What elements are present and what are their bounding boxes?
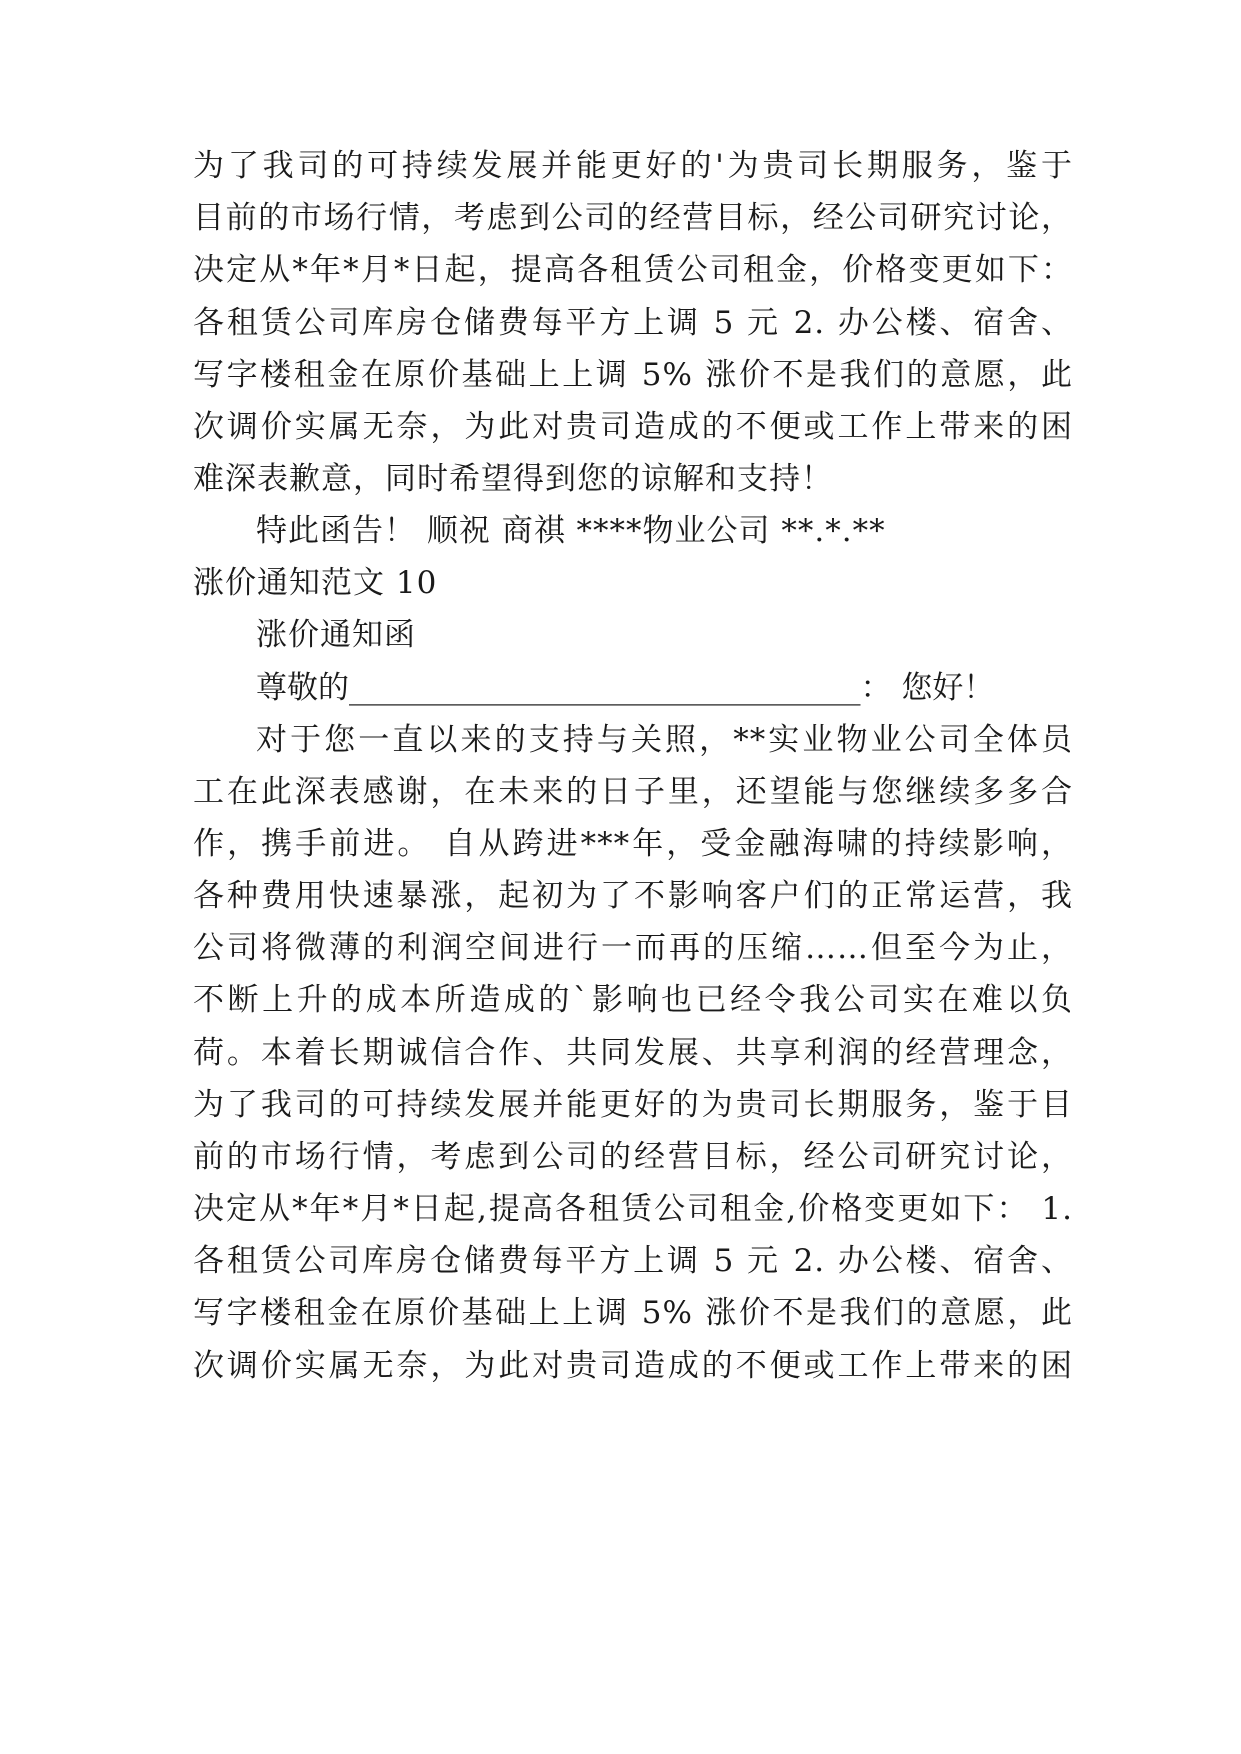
text-line-21: 决定从*年*月*日起,提高各租赁公司租金,价格变更如下： 1. bbox=[193, 1191, 1073, 1227]
text-line-18: 荷。本着长期诚信合作、共同发展、共享利润的经营理念， bbox=[193, 1035, 1073, 1071]
text-line-7: 难深表歉意，同时希望得到您的谅解和支持！ bbox=[193, 461, 833, 497]
text-line-16: 公司将微薄的利润空间进行一而再的压缩……但至今为止， bbox=[193, 930, 1073, 966]
letter-title: 涨价通知函 bbox=[256, 617, 416, 653]
text-line-23: 写字楼租金在原价基础上上调 5% 涨价不是我们的意愿，此 bbox=[193, 1295, 1073, 1331]
closing-line: 特此函告！ 顺祝 商祺 ****物业公司 **.*.** bbox=[256, 513, 886, 549]
text-line-2: 目前的市场行情，考虑到公司的经营目标，经公司研究讨论， bbox=[193, 200, 1073, 236]
text-line-1: 为了我司的可持续发展并能更好的'为贵司长期服务，鉴于 bbox=[193, 148, 1073, 184]
section-heading: 涨价通知范文 10 bbox=[193, 565, 438, 601]
salutation-line: 尊敬的_________________________________： 您好！ bbox=[256, 670, 995, 706]
text-line-6: 次调价实属无奈，为此对贵司造成的不便或工作上带来的困 bbox=[193, 409, 1073, 445]
text-line-20: 前的市场行情，考虑到公司的经营目标，经公司研究讨论， bbox=[193, 1139, 1073, 1175]
text-line-12: 对于您一直以来的支持与关照，**实业物业公司全体员 bbox=[256, 722, 1073, 758]
text-line-3: 决定从*年*月*日起，提高各租赁公司租金，价格变更如下： bbox=[193, 252, 1073, 288]
text-line-19: 为了我司的可持续发展并能更好的为贵司长期服务，鉴于目 bbox=[193, 1087, 1073, 1123]
text-line-13: 工在此深表感谢，在未来的日子里，还望能与您继续多多合 bbox=[193, 774, 1073, 810]
text-line-22: 各租赁公司库房仓储费每平方上调 5 元 2. 办公楼、宿舍、 bbox=[193, 1243, 1073, 1279]
text-line-5: 写字楼租金在原价基础上上调 5% 涨价不是我们的意愿，此 bbox=[193, 357, 1073, 393]
text-line-15: 各种费用快速暴涨，起初为了不影响客户们的正常运营，我 bbox=[193, 878, 1073, 914]
text-line-14: 作，携手前进。 自从跨进***年，受金融海啸的持续影响， bbox=[193, 826, 1073, 862]
text-line-4: 各租赁公司库房仓储费每平方上调 5 元 2. 办公楼、宿舍、 bbox=[193, 305, 1073, 341]
text-line-17: 不断上升的成本所造成的`影响也已经令我公司实在难以负 bbox=[193, 982, 1073, 1018]
text-line-24: 次调价实属无奈，为此对贵司造成的不便或工作上带来的困 bbox=[193, 1348, 1073, 1384]
